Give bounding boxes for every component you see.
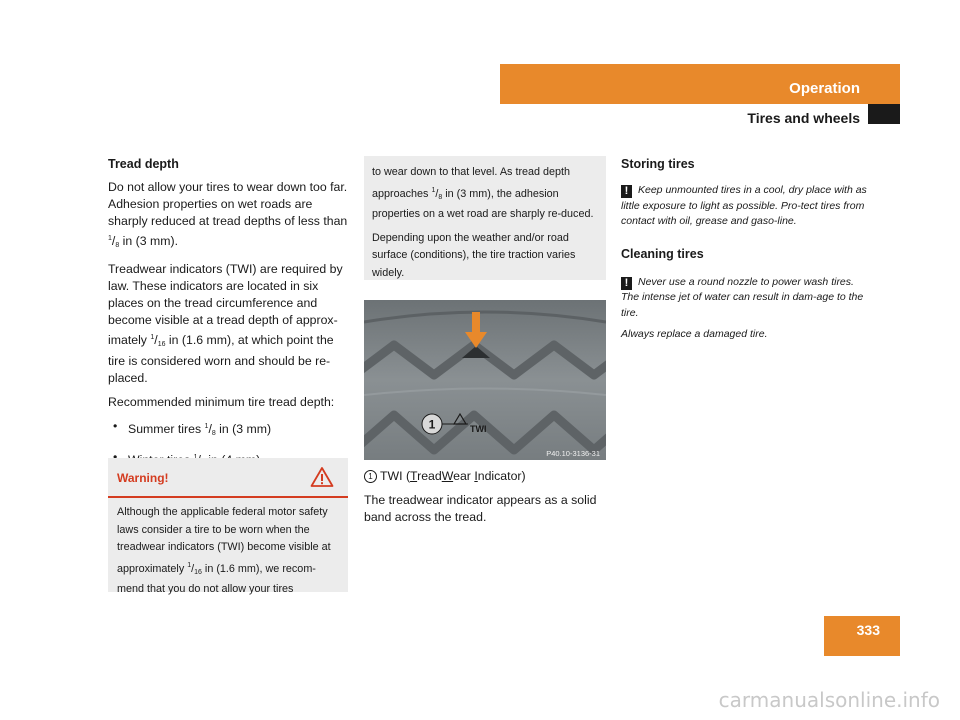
- tread-depth-heading: Tread depth: [108, 157, 179, 171]
- caution-icon: !: [621, 277, 632, 290]
- column-middle: [364, 156, 606, 533]
- twi-label: TWI: [470, 424, 487, 434]
- cleaning-tires-heading: Cleaning tires: [621, 246, 704, 261]
- warning-box: [108, 458, 348, 595]
- column-left: [108, 156, 350, 480]
- warning-header: [108, 458, 348, 498]
- callout-number: 1: [428, 417, 436, 432]
- tire-tread-illustration: [364, 300, 606, 460]
- tire-tread-image: [364, 300, 606, 460]
- list-item: • Summer tires $^1/_8$ in (3 mm): [108, 418, 350, 442]
- header-marker: [868, 104, 900, 124]
- storing-tires-heading: Storing tires: [621, 157, 695, 171]
- column-right: [621, 156, 871, 349]
- callout-1-icon: 1: [364, 470, 377, 483]
- cleaning-note: ! Never use a round nozzle to power wash tires. The intense jet of water can result in dam-age to the tire.: [621, 275, 864, 319]
- section-title: Operation: [789, 80, 860, 97]
- paragraph-recommended: Recommended minimum tire tread depth:: [108, 395, 335, 409]
- warning-body: Although the applicable federal motor safety laws consider a tire to be worn when the treadwear indicators (TWI) become visible at approximately $^1/_{16}$ in (1.6 mm), we recom-mend that you do not allow your tires: [117, 506, 331, 595]
- storing-note: ! Keep unmounted tires in a cool, dry place with as little exposure to light as possible. Pro-tect tires from contact with oil, grease and gaso-line.: [621, 184, 867, 227]
- treadwear-explanation: The treadwear indicator appears as a solid band across the tread.: [364, 493, 597, 524]
- warning-title: Warning!: [117, 471, 169, 485]
- caution-icon: !: [621, 185, 632, 198]
- warning-continued-text: to wear down to that level. As tread depth approaches $^1/_8$ in (3 mm), the adhesion properties on a wet road are sharply re-duced.: [372, 166, 594, 220]
- paragraph-twi: Treadwear indicators (TWI) are required by law. These indicators are located in six places on the tread circumference and become visible at a tread depth of approx-imately $^1/_{16}$ in (1.6 mm), at which point the tire is considered worn and should be re-placed.: [108, 262, 343, 385]
- warning-continued-box: [364, 156, 606, 280]
- watermark: carmanualsonline.info: [718, 688, 940, 712]
- page-number-box: [824, 616, 900, 656]
- subsection-title: Tires and wheels: [747, 110, 860, 126]
- paragraph-wear: Do not allow your tires to wear down too far. Adhesion properties on wet roads are sharply reduced at tread depths of less than $^1/_8$ in (3 mm).: [108, 180, 348, 249]
- warning-triangle-icon: [310, 466, 334, 488]
- traction-text: Depending upon the weather and/or road surface (conditions), the tire traction varies widely.: [372, 231, 576, 279]
- page-number: 333: [856, 622, 880, 638]
- replace-note: Always replace a damaged tire.: [621, 328, 768, 340]
- image-code: P40.10-3136-31: [546, 449, 600, 458]
- image-caption: 1 TWI (TreadWear Indicator): [364, 468, 606, 485]
